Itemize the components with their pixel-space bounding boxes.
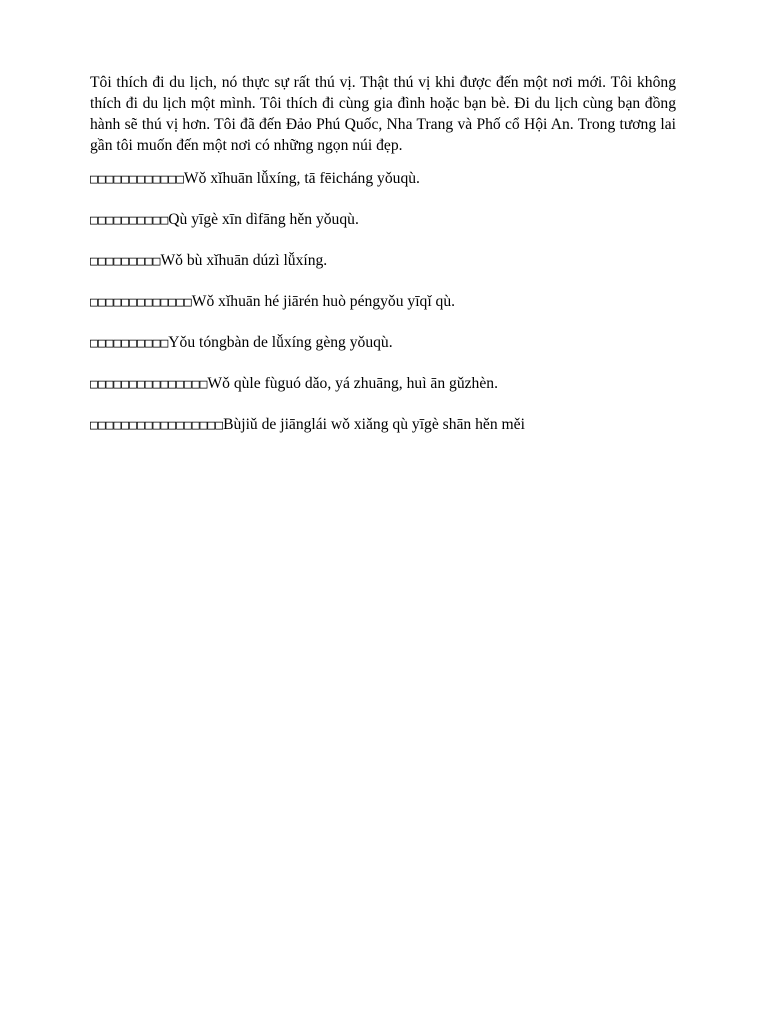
sentence-line-3	[90, 251, 676, 272]
sentence-line-4	[90, 292, 676, 313]
intro-paragraph: Tôi thích đi du lịch, nó thực sự rất thú vị. Thật thú vị khi được đến một nơi mới. Tôi không thích đi du lịch một mình. Tôi thích đi cùng gia đình hoặc bạn bè. Đi du lịch cùng bạn đồng hành sẽ thú vị hơn. Tôi đã đến Đảo Phú Quốc, Nha Trang và Phố cổ Hội An. Trong tương lai gần tôi muốn đến một nơi có những ngọn núi đẹp.	[90, 74, 676, 154]
pinyin-text: Yǒu tóngbàn de lǚxíng gèng yǒuqù.	[168, 334, 393, 351]
hanzi-text: □□□□□□□□□□	[90, 213, 169, 228]
pinyin-text: Bùjiǔ de jiānglái wǒ xiǎng qù yīgè shān hěn měi	[223, 416, 525, 433]
pinyin-text: Wǒ qùle fùguó dǎo, yá zhuāng, huì ān gǔzhèn.	[207, 375, 498, 392]
hanzi-text: □□□□□□□□□□□□□	[90, 295, 192, 310]
sentence-list	[90, 169, 676, 436]
document-page	[90, 72, 676, 436]
hanzi-text: □□□□□□□□□□	[90, 336, 169, 351]
hanzi-text: □□□□□□□□□□□□□□□	[90, 377, 208, 392]
sentence-line-1	[90, 169, 676, 190]
sentence-line-7	[90, 415, 676, 436]
pinyin-text: Qù yīgè xīn dìfāng hěn yǒuqù.	[168, 211, 359, 228]
sentence-line-5	[90, 333, 676, 354]
pinyin-text: Wǒ xǐhuān hé jiārén huò péngyǒu yīqǐ qù.	[191, 293, 456, 310]
sentence-line-2	[90, 210, 676, 231]
hanzi-text: □□□□□□□□□□□□□□□□□	[90, 418, 224, 433]
hanzi-text: □□□□□□□□□□□□	[90, 172, 184, 187]
pinyin-text: Wǒ bù xǐhuān dúzì lǚxíng.	[160, 252, 328, 269]
sentence-line-6	[90, 374, 676, 395]
pinyin-text: Wǒ xǐhuān lǚxíng, tā fēicháng yǒuqù.	[183, 170, 420, 187]
hanzi-text: □□□□□□□□□	[90, 254, 161, 269]
